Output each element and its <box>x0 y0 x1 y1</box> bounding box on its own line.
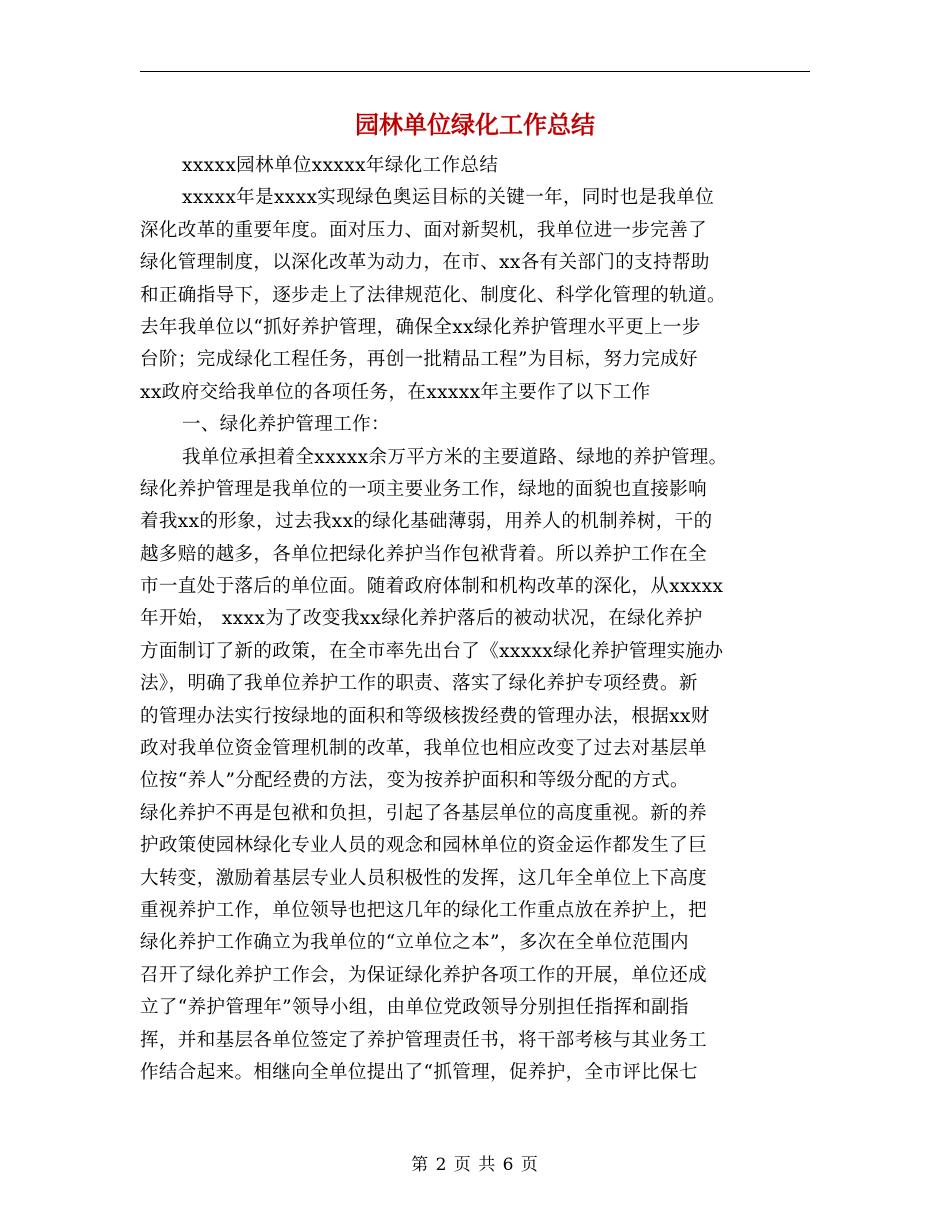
text-line: 绿化养护管理是我单位的一项主要业务工作，绿地的面貌也直接影响 <box>140 478 708 500</box>
text-line: 我单位承担着全xxxxx余万平方米的主要道路、绿地的养护管理。 <box>182 446 728 468</box>
text-line: 作结合起来。相继向全单位提出了“抓管理，促养护，全市评比保七 <box>140 1061 698 1083</box>
text-line: 一、绿化养护管理工作： <box>182 414 390 436</box>
document-body <box>140 150 812 1089</box>
text-line: 方面制订了新的政策，在全市率先出台了《xxxxx绿化养护管理实施办 <box>140 640 724 662</box>
text-line: 大转变，激励着基层专业人员积极性的发挥，这几年全单位上下高度 <box>140 867 708 889</box>
text-line: xxxxx年是xxxx实现绿色奥运目标的关键一年，同时也是我单位 <box>182 187 715 209</box>
text-line: 着我xx的形象，过去我xx的绿化基础薄弱，用养人的机制养树，干的 <box>140 511 713 533</box>
text-line: 位按“养人”分配经费的方法，变为按养护面积和等级分配的方式。 <box>140 770 689 792</box>
text-line: 立了“养护管理年”领导小组，由单位党政领导分别担任指挥和副指 <box>140 997 689 1019</box>
header-rule <box>140 71 810 72</box>
text-line: xx政府交给我单位的各项任务，在xxxxx年主要作了以下工作 <box>140 381 651 403</box>
text-line: 年开始， xxxx为了改变我xx绿化养护落后的被动状况，在绿化养护 <box>140 608 703 630</box>
text-line: 绿化管理制度，以深化改革为动力，在市、xx各有关部门的支持帮助 <box>140 252 710 274</box>
text-line: 护政策使园林绿化专业人员的观念和园林单位的资金运作都发生了巨 <box>140 835 708 857</box>
text-line: 去年我单位以“抓好养护管理，确保全xx绿化养护管理水平更上一步 <box>140 316 701 338</box>
text-line: 召开了绿化养护工作会，为保证绿化养护各项工作的开展，单位还成 <box>140 964 708 986</box>
text-line: 政对我单位资金管理机制的改革，我单位也相应改变了过去对基层单 <box>140 738 708 760</box>
text-line: 法》，明确了我单位养护工作的职责、落实了绿化养护专项经费。新 <box>140 673 698 695</box>
text-line: 绿化养护不再是包袱和负担，引起了各基层单位的高度重视。新的养 <box>140 802 708 824</box>
page-number: 第 2 页 共 6 页 <box>411 1155 539 1175</box>
text-line: 重视养护工作，单位领导也把这几年的绿化工作重点放在养护上，把 <box>140 899 708 921</box>
text-line: 越多赔的越多，各单位把绿化养护当作包袱背着。所以养护工作在全 <box>140 543 708 565</box>
text-line: 市一直处于落后的单位面。随着政府体制和机构改革的深化，从xxxxx <box>140 576 724 598</box>
text-line: 和正确指导下，逐步走上了法律规范化、制度化、科学化管理的轨道。 <box>140 284 726 306</box>
text-line: 深化改革的重要年度。面对压力、面对新契机，我单位进一步完善了 <box>140 219 708 241</box>
text-line: 挥，并和基层各单位签定了养护管理责任书，将干部考核与其业务工 <box>140 1029 708 1051</box>
text-line: 的管理办法实行按绿地的面积和等级核拨经费的管理办法，根据xx财 <box>140 705 710 727</box>
text-line: 绿化养护工作确立为我单位的“立单位之本”，多次在全单位范围内 <box>140 932 689 954</box>
text-line: 台阶；完成绿化工程任务，再创一批精品工程”为目标，努力完成好 <box>140 349 698 371</box>
text-line: xxxxx园林单位xxxxx年绿化工作总结 <box>182 155 499 176</box>
document-title: 园林单位绿化工作总结 <box>355 111 595 139</box>
